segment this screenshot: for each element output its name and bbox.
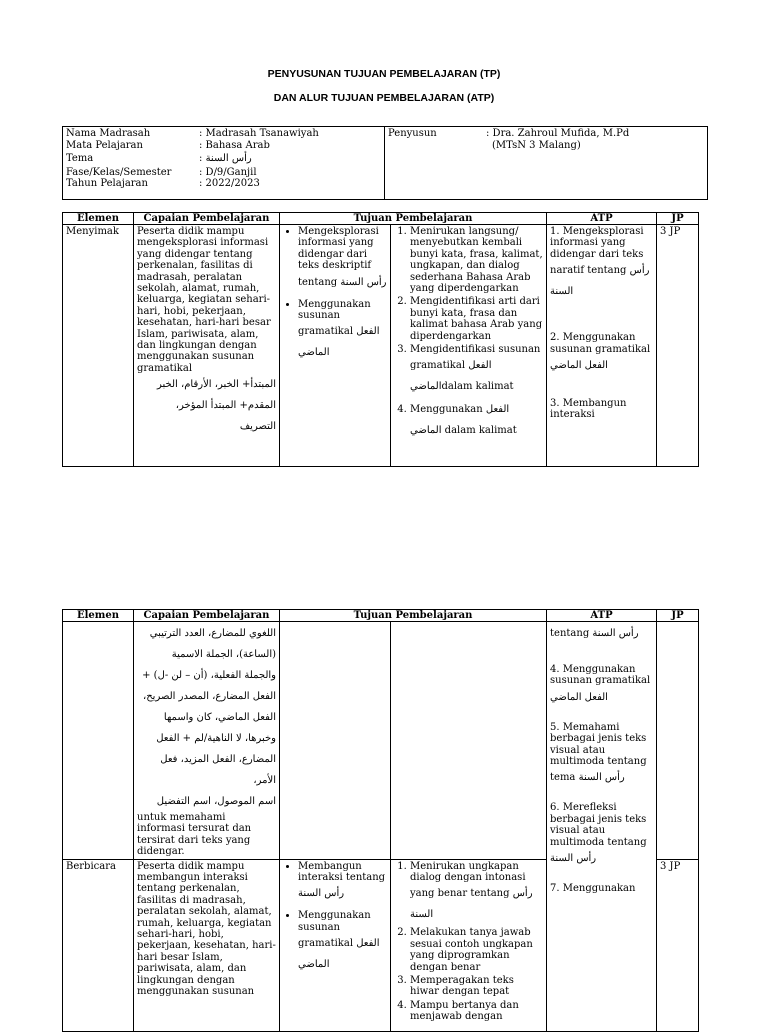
list-item: 3. Mengidentifikasi susunan gramatikal الفعل الماضيdalam kalimat — [410, 344, 543, 397]
list-item: 2. Melakukan tanya jawab sesuai contoh ungkapan yang diprogramkan dengan benar — [410, 927, 543, 973]
atp-item-6: 6. Merefleksi berbagai jenis teks visual atau multimoda tentang رأس السنة — [550, 802, 647, 865]
table-row — [63, 622, 699, 860]
tp-numbered-cell — [391, 859, 547, 1031]
capaian-arabic-line: الفعل الماضي، كان واسمها — [163, 712, 276, 723]
row-penyusun-instansi: (MTsN 3 Malang) — [492, 139, 581, 151]
document-title: PENYUSUNAN TUJUAN PEMBELAJARAN (TP) — [267, 68, 501, 80]
document-subtitle: DAN ALUR TUJUAN PEMBELAJARAN (ATP) — [273, 92, 495, 104]
capaian-cell: Peserta didik mampu membangun interaksi tentang perkenalan, fasilitas di madrasah, peralatan sekolah, alamat, rumah, keluarga, kegiatan sehari-hari, hobi, pekerjaan, kesehatan, hari-hari besar Islam, pariwisata, alam, dan lingkungan dengan menggunakan susunan — [134, 859, 280, 1031]
list-item: • Membangun interaksi tentang رأس السنة — [298, 861, 387, 905]
table-header-row — [63, 213, 699, 225]
atp-item-4: 4. Menggunakan susunan gramatikal الفعل الماضي — [550, 664, 651, 703]
header-tujuan: Tujuan Pembelajaran — [280, 213, 547, 225]
capaian-arabic-1: المبتدأ+ الخبر، الأرقام، الخبر — [157, 379, 276, 391]
elemen-cell — [63, 622, 134, 860]
capaian-arabic-line: اللغوي للمضارع، العدد الترتيبي — [149, 628, 276, 639]
atp-item-7: 7. Menggunakan — [550, 883, 636, 895]
header-atp: ATP — [547, 610, 657, 622]
header-capaian: Capaian Pembelajaran — [134, 213, 280, 225]
jp-cell: 3 JP — [657, 859, 699, 1031]
list-item: 4. Mampu bertanya dan menjawab dengan — [410, 1000, 543, 1023]
capaian-arabic-line: والجملة الفعلية، (أن – لن -ل) + — [142, 670, 276, 681]
atp-item-3: 3. Membangun interaksi — [550, 398, 627, 421]
list-item: 2. Mengidentifikasi arti dari bunyi kata, frasa dan kalimat bahasa Arab yang diperdengarkan — [410, 296, 543, 342]
capaian-arabic-line: (الساعة)، الجملة الاسمية — [171, 649, 276, 660]
header-capaian: Capaian Pembelajaran — [134, 610, 280, 622]
list-item: • Menggunakan susunan gramatikal الفعل الماضي — [298, 910, 387, 975]
header-elemen: Elemen — [63, 610, 134, 622]
header-jp: JP — [657, 213, 699, 225]
identity-left-cell — [63, 127, 385, 200]
capaian-cell — [134, 622, 280, 860]
table-row — [63, 225, 699, 467]
list-item: • Mengeksplorasi informasi yang didengar dari teks deskriptif tentang رأس السنة — [298, 226, 387, 293]
capaian-arabic-2: المقدم+ المبتدأ المؤخر، التصريف — [175, 400, 276, 433]
list-item: 3. Memperagakan teks hiwar dengan tepat — [410, 975, 543, 998]
list-item: 4. Menggunakan الفعل الماضي dalam kalimat — [410, 399, 543, 441]
identity-table — [62, 126, 708, 200]
capaian-cell — [134, 225, 280, 467]
capaian-arabic-line: المضارع، الفعل المزيد، فعل الأمر، — [160, 754, 276, 786]
jp-cell: 3 JP — [657, 225, 699, 467]
header-elemen: Elemen — [63, 213, 134, 225]
header-atp: ATP — [547, 213, 657, 225]
capaian-text: Peserta didik mampu mengeksplorasi informasi yang didengar tentang perkenalan, fasilitas di madrasah, peralatan sekolah, alamat, rumah, keluarga, kegiatan sehari-hari, hobi, pekerjaan, kesehatan, hari-hari besar Islam, pariwisata, alam, dan lingkungan dengan menggunakan susunan gramatikal — [137, 226, 271, 374]
capaian-arabic-line: وخبرها، لا الناهية/لم + الفعل — [156, 733, 276, 744]
atp-item-1: 1. Mengeksplorasi informasi yang didengar dari teks naratif tentang رأس السنة — [550, 226, 650, 298]
table-header-row — [63, 610, 699, 622]
capaian-arabic-line: الفعل المضارع، المصدر الصريح، — [142, 691, 276, 702]
elemen-cell: Menyimak — [63, 225, 134, 467]
atp-cell — [547, 225, 657, 467]
header-jp: JP — [657, 610, 699, 622]
elemen-cell: Berbicara — [63, 859, 134, 1031]
row-penyusun: Penyusun : Dra. Zahroul Mufida, M.Pd — [388, 128, 630, 139]
identity-right-cell — [385, 127, 708, 200]
header-tujuan: Tujuan Pembelajaran — [280, 610, 547, 622]
atp-cell — [547, 622, 657, 1032]
tp-numbered-cell — [391, 225, 547, 467]
row-fase: Fase/Kelas/Semester : D/9/Ganjil — [66, 166, 257, 178]
list-item: 1. Menirukan langsung/ menyebutkan kembali bunyi kata, frasa, kalimat, ungkapan, dan dialog sederhana Bahasa Arab yang diperdengarkan — [410, 226, 543, 294]
row-mata-pelajaran: Mata Pelajaran : Bahasa Arab — [66, 139, 270, 151]
capaian-arabic-line: اسم الموصول، اسم التفضيل — [156, 796, 276, 807]
atp-item-2: 2. Menggunakan susunan gramatikal الفعل الماضي — [550, 332, 651, 372]
row-tema: Tema : رأس السنة — [66, 153, 252, 164]
capaian-tail: untuk memahami informasi tersurat dan tersirat dari teks yang didengar. — [137, 812, 252, 858]
tp-atp-table-1 — [62, 212, 699, 467]
row-tahun: Tahun Pelajaran : 2022/2023 — [66, 178, 260, 189]
tp-atp-table-2 — [62, 609, 699, 1032]
list-item: • Menggunakan susunan gramatikal الفعل الماضي — [298, 299, 387, 364]
tp-bullets-cell — [280, 225, 391, 467]
atp-item-5: 5. Memahami berbagai jenis teks visual atau multimoda tentang tema رأس السنة — [550, 721, 647, 784]
list-item: 1. Menirukan ungkapan dialog dengan intonasi yang benar tentang رأس السنة — [410, 861, 543, 926]
atp-tentang: tentang رأس السنة — [550, 628, 639, 639]
tp-bullets-cell — [280, 859, 391, 1031]
row-nama-madrasah: Nama Madrasah : Madrasah Tsanawiyah — [66, 128, 319, 139]
